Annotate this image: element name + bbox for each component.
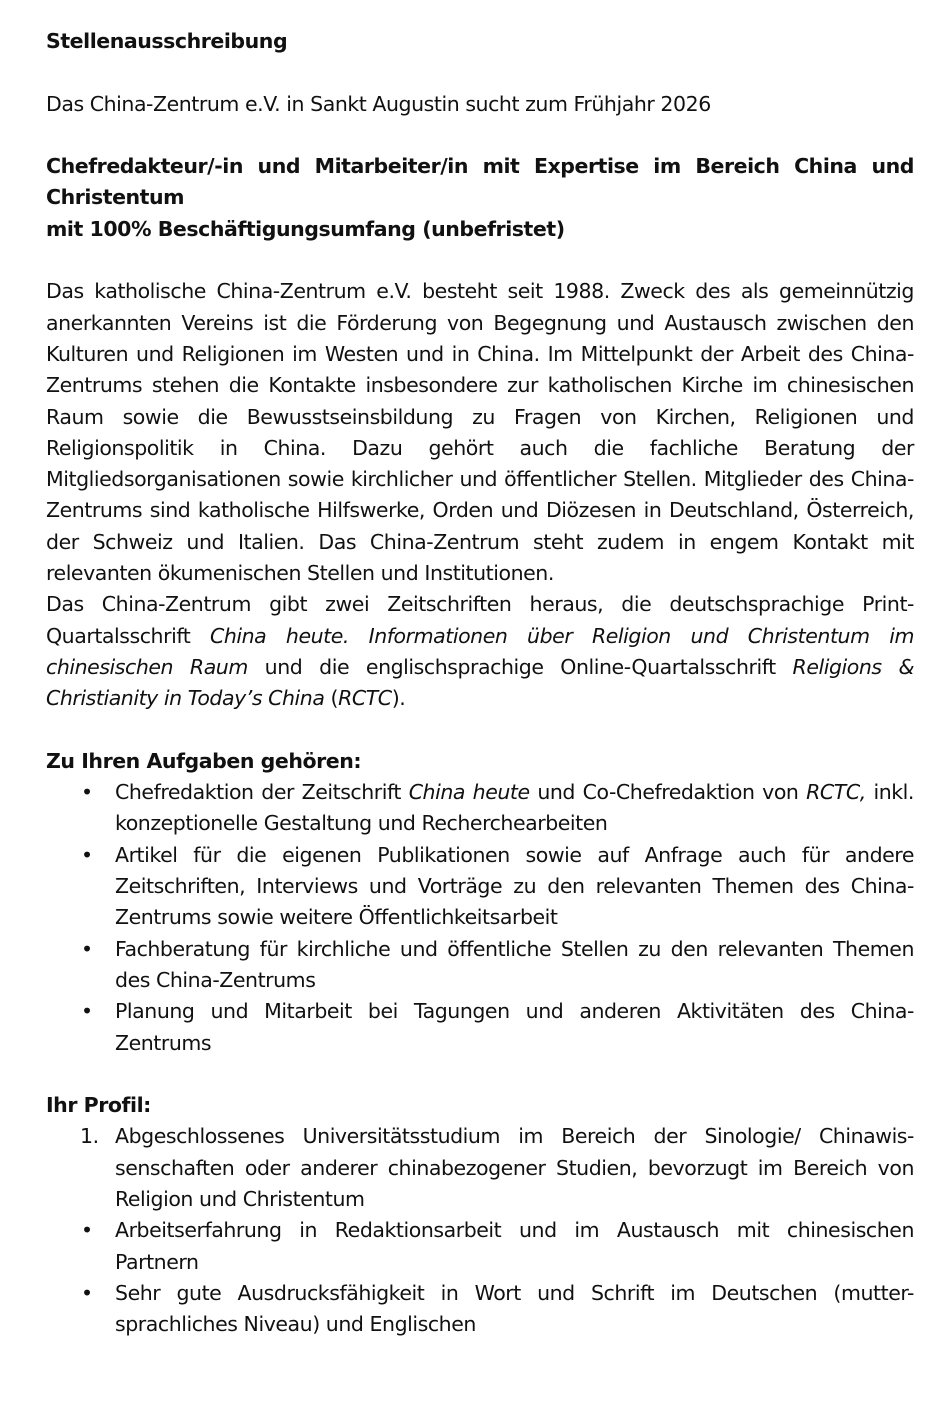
spacer bbox=[46, 1059, 914, 1090]
document-heading: Stellenausschreibung bbox=[46, 29, 288, 53]
document-page bbox=[46, 26, 914, 1340]
profile-text: Arbeitserfahrung in Redaktionsarbeit und im Austausch mit chinesischen Partnern bbox=[115, 1218, 914, 1274]
bullet-icon: • bbox=[81, 1218, 93, 1243]
spacer bbox=[46, 57, 914, 88]
profile-heading: Ihr Profil: bbox=[46, 1093, 151, 1118]
spacer bbox=[46, 245, 914, 276]
journal-abbreviation: RCTC bbox=[338, 686, 392, 711]
list-item bbox=[46, 840, 914, 934]
task-italic: RCTC, bbox=[806, 780, 866, 805]
task-text: Artikel für die eigenen Publikationen sowie auf Anfrage auch für andere Zeitschriften, Interviews und Vorträge zu den relevanten Themen des China-Zentrums sowie weitere Öffentlichkeitsarbeit bbox=[115, 842, 914, 930]
intro-line: Das China-Zentrum e.V. in Sankt Augustin sucht zum Frühjahr 2026 bbox=[46, 91, 711, 116]
about-paragraph: Das katholische China-Zentrum e.V. besteht seit 1988. Zweck des als gemeinnützig anerkannten Vereins ist die Förderung von Begegnung und Austausch zwischen den Kulturen und Religionen im Westen und in China. Im Mittelpunkt der Arbeit des China-Zentrums stehen die Kontakte insbesondere zur katholischen Kirche im chinesischen Raum sowie die Bewusstseinsbildung zu Fragen von Kirchen, Religionen und Religionspolitik in China. Dazu gehört auch die fachliche Beratung der Mitgliedsorganisationen sowie kirchlicher und öffentlicher Stellen. Mitglieder des China-Zentrums sind katholische Hilfswerke, Orden und Diözesen in Deutschland, Österreich, der Schweiz und Italien. Das China-Zentrum steht zudem in engem Kontakt mit relevanten ökumenischen Stellen und Institutionen. bbox=[46, 279, 914, 586]
journal-title-rctc: Religions & Christianity in Today’s China bbox=[46, 654, 915, 711]
bullet-icon: • bbox=[81, 1280, 93, 1305]
list-item bbox=[46, 1278, 914, 1341]
spacer bbox=[46, 120, 914, 151]
list-item bbox=[46, 996, 914, 1059]
journal-title-china-heute: China heute. Informationen über Religion und Christentum im chinesischen Raum bbox=[46, 623, 914, 679]
journals-text: ( bbox=[324, 686, 339, 711]
tasks-list bbox=[46, 777, 914, 1059]
spacer bbox=[46, 715, 914, 746]
bullet-icon: • bbox=[81, 999, 93, 1024]
task-text: Planung und Mitarbeit bei Tagungen und anderen Aktivitäten des China-Zentrums bbox=[115, 999, 914, 1055]
journals-paragraph bbox=[46, 589, 914, 714]
position-title: Chefredakteur/-in und Mitarbeiter/in mit Expertise im Bereich China und Christentum bbox=[46, 154, 914, 210]
task-italic: China heute bbox=[408, 780, 530, 805]
task-text: Chefredaktion der Zeitschrift bbox=[115, 780, 409, 805]
profile-text: Abgeschlossenes Universitätsstudium im Bereich der Sinologie/ Chinawis-senschaften oder anderer chinabezogener Studien, bevorzugt im Bereich von Religion und Christentum bbox=[115, 1124, 914, 1211]
task-text: Fachberatung für kirchliche und öffentliche Stellen zu den relevanten Themen des China-Zentrums bbox=[115, 936, 914, 992]
journals-text: und die englischsprachige Online-Quartalsschrift bbox=[247, 654, 793, 679]
task-text: und Co-Chefredaktion von bbox=[529, 780, 807, 805]
bullet-icon: • bbox=[81, 780, 93, 805]
bullet-icon: • bbox=[81, 936, 93, 961]
list-item bbox=[46, 1215, 914, 1278]
list-item bbox=[46, 777, 914, 840]
tasks-heading: Zu Ihren Aufgaben gehören: bbox=[46, 748, 362, 773]
task-text: inkl. konzeptionelle Gestaltung und Recherchearbeiten bbox=[115, 780, 914, 836]
position-scope: mit 100% Beschäftigungsumfang (unbefristet) bbox=[46, 216, 565, 241]
journals-text: ). bbox=[391, 686, 406, 711]
bullet-icon: • bbox=[81, 842, 93, 867]
profile-text: Sehr gute Ausdrucksfähigkeit in Wort und Schrift im Deutschen (mutter-sprachliches Niveau) und Englischen bbox=[115, 1280, 914, 1337]
profile-list bbox=[46, 1121, 914, 1340]
list-item bbox=[46, 934, 914, 997]
list-number: 1. bbox=[80, 1124, 99, 1149]
journals-text: Das China-Zentrum gibt zwei Zeitschriften heraus, die deutschsprachige Print-Quartalsschrift bbox=[46, 592, 914, 648]
list-item bbox=[46, 1121, 914, 1215]
